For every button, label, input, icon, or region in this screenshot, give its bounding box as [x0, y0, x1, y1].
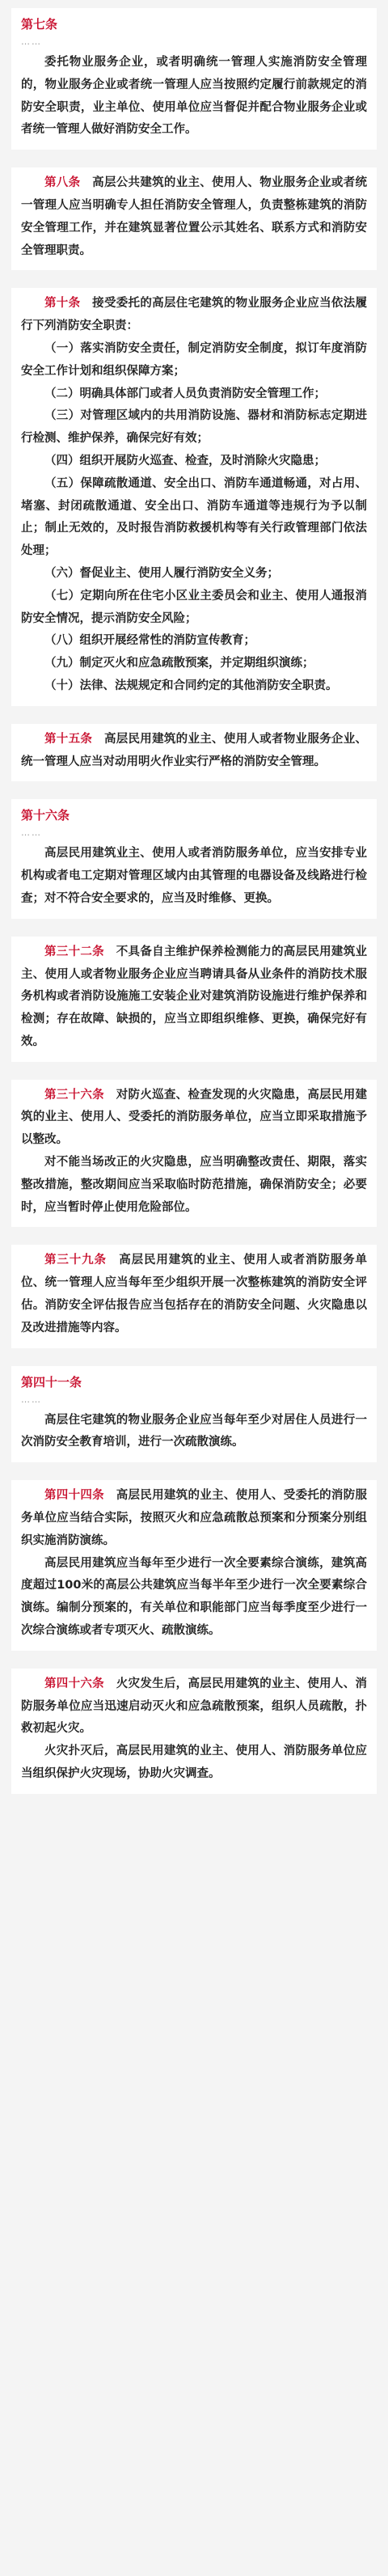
article-lead: 第四十四条 [44, 1489, 104, 1503]
section-article-15 [11, 724, 377, 782]
paragraph-text: 高层民用建筑的业主、使用人或者物业服务企业、统一管理人应当对动用明火作业实行严格的消防安全管理。 [21, 732, 368, 768]
paragraph-text: 火灾发生后，高层民用建筑的业主、使用人、消防服务单位应当迅速启动灭火和应急疏散预案，组织人员疏散，扑救初起火灾。 [21, 1677, 368, 1736]
paragraph-text: 接受委托的高层住宅建筑的物业服务企业应当依法履行下列消防安全职责： [21, 297, 368, 333]
list-item: （十）法律、法规规定和合同约定的其他消防安全职责。 [44, 679, 338, 692]
list-item: （一）落实消防安全责任，制定消防安全制度，拟订年度消防安全工作计划和组织保障方案； [21, 341, 367, 378]
paragraph [21, 1410, 367, 1455]
paragraph [21, 843, 367, 910]
paragraph-text: 委托物业服务企业，或者明确统一管理人实施消防安全管理的，物业服务企业或者统一管理人应当按照约定履行前款规定的消防安全职责，业主单位、使用单位应当督促并配合物业服务企业或者统一管理人做好消防安全工作。 [21, 56, 367, 137]
paragraph-text: 对防火巡查、检查发现的火灾隐患，高层民用建筑的业主、使用人、受委托的消防服务单位，应当立即采取措施予以整改。 [21, 1088, 368, 1147]
ellipsis: …… [21, 36, 42, 47]
section-article-41 [11, 1366, 377, 1463]
article-lead: 第三十九条 [44, 1254, 107, 1267]
paragraph [21, 941, 367, 1054]
section-article-7 [11, 8, 377, 150]
paragraph: 对不能当场改正的火灾隐患，应当明确整改责任、期限，落实整改措施，整改期间应当采取临时防范措施，确保消防安全；必要时，应当暂时停止使用危险部位。 [21, 1156, 367, 1214]
list-item: （四）组织开展防火巡查、检查，及时消除火灾隐患； [44, 454, 326, 467]
paragraph: 高层民用建筑应当每年至少进行一次全要素综合演练，建筑高度超过100米的高层公共建筑应当每半年至少进行一次全要素综合演练。编制分预案的，有关单位和职能部门应当每季度至少进行一次综合演练或者专项灭火、疏散演练。 [21, 1556, 367, 1638]
article-lead: 第三十二条 [44, 945, 104, 958]
section-title: 第十六条 [21, 808, 70, 823]
article-lead: 第十条 [44, 297, 81, 311]
paragraph [21, 1250, 367, 1339]
paragraph-text: 高层民用建筑的业主、使用人、受委托的消防服务单位应当结合实际，按照灭火和应急疏散总预案和分预案分别组织实施消防演练。 [21, 1489, 368, 1547]
ellipsis: …… [21, 827, 42, 839]
section-article-44 [11, 1480, 377, 1651]
paragraph [21, 729, 367, 774]
paragraph [21, 1485, 367, 1552]
section-title: 第七条 [21, 17, 58, 32]
list-item: （七）定期向所在住宅小区业主委员会和业主、使用人通报消防安全情况，提示消防安全风险； [21, 589, 367, 625]
paragraph [21, 1673, 367, 1741]
list-item: （五）保障疏散通道、安全出口、消防车通道畅通，对占用、堵塞、封闭疏散通道、安全出口、消防车通道等违规行为予以制止；制止无效的，及时报告消防救援机构等有关行政管理部门依法处理； [21, 476, 367, 558]
list-item: （三）对管理区域内的共用消防设施、器材和消防标志定期进行检测、维护保养，确保完好有效； [21, 409, 367, 446]
section-article-32 [11, 937, 377, 1062]
list-item: （六）督促业主、使用人履行消防安全义务； [44, 566, 279, 580]
list-item: （九）制定灭火和应急疏散预案，并定期组织演练； [44, 657, 314, 670]
article-lead: 第三十六条 [44, 1088, 104, 1102]
list-item: （八）组织开展经常性的消防宣传教育； [44, 634, 255, 648]
paragraph [21, 52, 367, 142]
paragraph-text: 高层民用建筑业主、使用人或者消防服务单位，应当安排专业机构或者电工定期对管理区域内由其管理的电器设备及线路进行检查；对不符合安全要求的，应当及时维修、更换。 [21, 847, 367, 905]
list-item: （二）明确具体部门或者人员负责消防安全管理工作； [44, 387, 326, 400]
section-article-10 [11, 288, 377, 705]
section-article-16 [11, 799, 377, 918]
section-article-36 [11, 1080, 377, 1228]
article-lead: 第八条 [44, 176, 81, 190]
ellipsis: …… [21, 1394, 42, 1405]
article-lead: 第四十六条 [44, 1677, 104, 1690]
paragraph: 火灾扑灭后，高层民用建筑的业主、使用人、消防服务单位应当组织保护火灾现场，协助火灾调查。 [21, 1745, 367, 1781]
section-title: 第四十一条 [21, 1374, 82, 1390]
paragraph [21, 172, 367, 262]
section-article-39 [11, 1245, 377, 1347]
paragraph-text: 不具备自主维护保养检测能力的高层民用建筑业主、使用人或者物业服务企业应当聘请具备从业条件的消防技术服务机构或者消防设施施工安装企业对建筑消防设施进行维护保养和检测；存在故障、缺损的，应当立即组织维修、更换，确保完好有效。 [21, 945, 368, 1048]
paragraph [21, 1085, 367, 1152]
paragraph-text: 高层公共建筑的业主、使用人、物业服务企业或者统一管理人应当明确专人担任消防安全管理人，负责整栋建筑的消防安全管理工作，并在建筑显著位置公示其姓名、联系方式和消防安全管理职责。 [21, 176, 368, 257]
paragraph [21, 293, 367, 338]
paragraph-text: 高层住宅建筑的物业服务企业应当每年至少对居住人员进行一次消防安全教育培训，进行一次疏散演练。 [21, 1413, 367, 1449]
section-article-46 [11, 1669, 377, 1794]
section-article-8 [11, 167, 377, 270]
article-lead: 第十五条 [44, 732, 93, 746]
paragraph-text: 高层民用建筑的业主、使用人或者消防服务单位、统一管理人应当每年至少组织开展一次整栋建筑的消防安全评估。消防安全评估报告应当包括存在的消防安全问题、火灾隐患以及改进措施等内容。 [21, 1254, 368, 1335]
